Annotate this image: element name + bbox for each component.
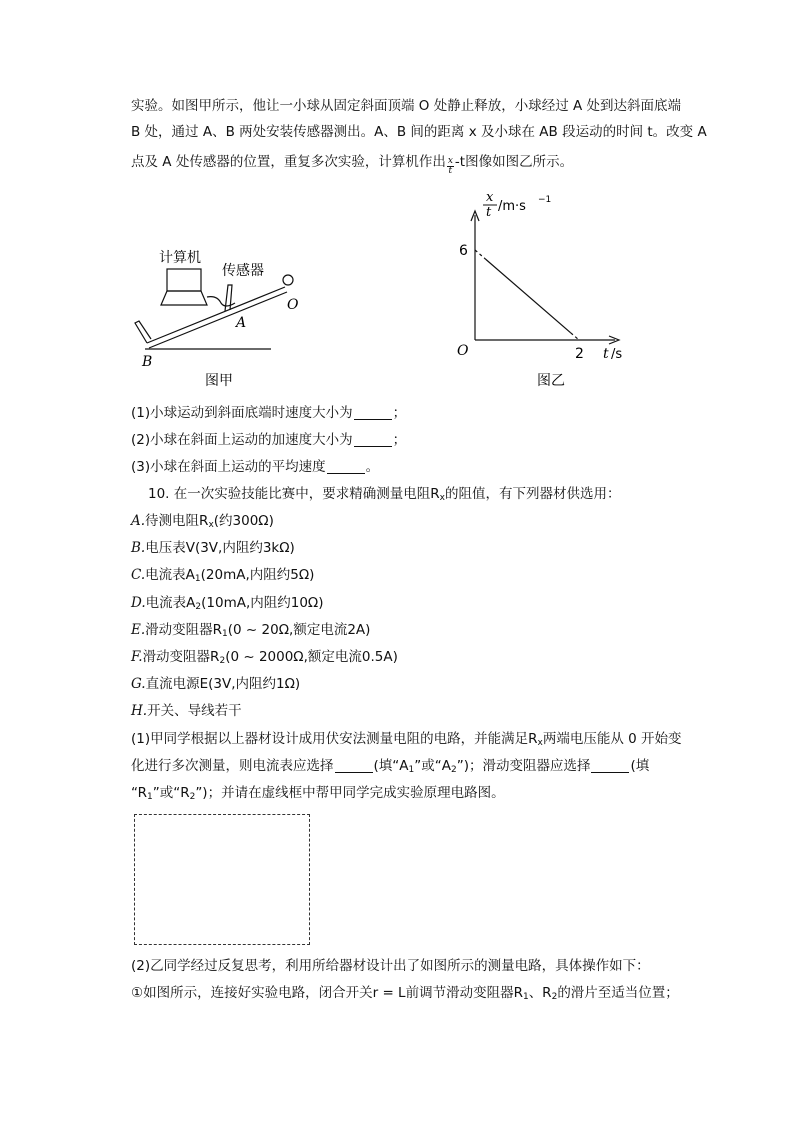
- q10-part-1-text-c-b: ”或“R: [152, 785, 190, 801]
- equipment-letter: H.: [131, 703, 148, 720]
- equipment-item: [131, 538, 295, 558]
- answer-blank[interactable]: [354, 406, 392, 420]
- caption-yi: 图乙: [537, 373, 565, 389]
- equipment-spec: (0 ~ 2000Ω,额定电流0.5A): [225, 649, 398, 665]
- q10-part-1-text-b-mid2: ”或“A: [414, 758, 451, 774]
- q10-step-1-text-c: 的滑片至适当位置；: [557, 985, 679, 1001]
- intro-line-1: 实验。如图甲所示，他让一小球从固定斜面顶端 O 处静止释放，小球经过 A 处到达斜面底端: [131, 98, 682, 114]
- equipment-item: [131, 511, 274, 535]
- x-axis-label: t: [603, 346, 609, 362]
- fraction-numerator: x: [447, 156, 453, 166]
- equipment-subscript: 1: [222, 628, 228, 639]
- equipment-text: 滑动变阻器R: [142, 649, 220, 665]
- q9-part-3: [131, 457, 379, 477]
- q9-part-1: [131, 403, 406, 423]
- equipment-text: 直流电源E(3V,内阻约1Ω): [145, 676, 301, 693]
- y-tick-label: 6: [459, 243, 468, 259]
- q9-part-3-end: 。: [365, 459, 380, 475]
- data-line-dashed-end: [571, 333, 579, 340]
- equipment-text: 电压表V(3V,内阻约3kΩ): [145, 540, 295, 557]
- figure-jia: [125, 235, 315, 395]
- equipment-text: 电流表A: [145, 594, 196, 611]
- fraction-denominator: t: [448, 166, 453, 176]
- data-line: [485, 259, 570, 333]
- q10-step-1-text-b: 、R: [528, 985, 552, 1001]
- equipment-text: 开关、导线若干: [147, 703, 242, 720]
- equipment-spec: (约300Ω): [213, 513, 274, 529]
- y-axis-unit-exponent: −1: [538, 195, 552, 205]
- equipment-letter: D.: [131, 594, 146, 611]
- figure-yi: [445, 185, 645, 395]
- q10-stem-text: 10. 在一次实验技能比赛中，要求精确测量电阻R: [148, 486, 440, 502]
- q9-part-3-text: (3)小球在斜面上运动的平均速度: [131, 459, 326, 475]
- q10-stem: [148, 484, 620, 508]
- q10-part-1-text-a: (1)甲同学根据以上器材设计成用伏安法测量电阻的电路，并能满足R: [131, 731, 538, 747]
- q9-part-1-text: (1)小球运动到斜面底端时速度大小为: [131, 405, 353, 421]
- q10-part-1-line-3: [131, 783, 505, 807]
- y-axis-numerator: x: [486, 190, 494, 205]
- ball-icon: [283, 275, 293, 285]
- circuit-drawing-box[interactable]: [134, 814, 310, 945]
- equipment-letter: G.: [131, 676, 146, 693]
- q9-part-2-text: (2)小球在斜面上运动的加速度大小为: [131, 432, 353, 448]
- intro-line-3-pre: 点及 A 处传感器的位置，重复多次实验，计算机作出: [131, 154, 446, 170]
- q9-part-2: [131, 430, 406, 450]
- equipment-item: [131, 647, 398, 671]
- q9-part-1-end: ；: [392, 405, 407, 421]
- q10-part-1-sub-4: 2: [189, 792, 196, 802]
- equipment-item: [131, 701, 242, 721]
- sensor-a-icon: [225, 285, 232, 311]
- equipment-item: [131, 593, 324, 617]
- q10-part-1-sub: x: [537, 738, 543, 748]
- q10-part-1-text-b-mid: (填“A: [373, 758, 409, 774]
- equipment-item: [131, 620, 370, 644]
- q10-part-1-text-b: 化进行多次测量，则电流表应选择: [131, 758, 334, 774]
- q10-step-1-sub-2: 2: [551, 992, 558, 1002]
- q10-part-1-sub-3: 1: [146, 792, 153, 802]
- equipment-text: 滑动变阻器R: [145, 621, 223, 638]
- q10-part-1-text-c-c: ”)；并请在虚线框中帮甲同学完成实验原理电路图。: [195, 785, 505, 801]
- equipment-subscript: 1: [194, 574, 201, 585]
- q10-part-1-text-b-mid3: ”)；滑动变阻器应选择: [456, 758, 591, 774]
- equipment-item: [131, 565, 314, 589]
- answer-blank[interactable]: [354, 433, 392, 447]
- point-b-label: B: [142, 354, 153, 370]
- x-tick-label: 2: [575, 346, 584, 362]
- point-a-label: A: [236, 315, 247, 331]
- q10-part-2: (2)乙同学经过反复思考，利用所给器材设计出了如图所示的测量电路，具体操作如下：: [131, 958, 650, 974]
- q10-stem-subscript: x: [439, 493, 445, 503]
- y-axis-denominator: t: [486, 205, 492, 220]
- q10-step-1-text-a: ①如图所示，连接好实验电路，闭合开关r = L前调节滑动变阻器R: [131, 985, 523, 1001]
- answer-blank[interactable]: [335, 759, 373, 773]
- equipment-text: 待测电阻R: [145, 513, 209, 529]
- intro-line-2: B 处，通过 A、B 两处安装传感器测出。A、B 间的距离 x 及小球在 AB 段运动的时间 t。改变 A: [131, 124, 707, 140]
- intro-line-3: [131, 152, 573, 176]
- origin-label: O: [457, 343, 469, 359]
- q10-part-1-sub-1: 1: [408, 765, 415, 775]
- point-o-label: O: [287, 297, 299, 313]
- equipment-subscript: 2: [219, 656, 226, 666]
- q10-part-1-text-c-a: “R: [131, 785, 147, 801]
- equipment-spec: (0 ~ 20Ω,额定电流2A): [227, 621, 371, 638]
- equipment-letter: A.: [131, 513, 146, 529]
- q9-part-2-end: ；: [392, 432, 407, 448]
- equipment-subscript: 2: [195, 601, 202, 612]
- q10-part-1-line-2: [131, 756, 649, 780]
- computer-label: 计算机: [159, 250, 201, 266]
- q10-part-2-step-1: [131, 983, 679, 1007]
- intro-line-3-post: -t图像如图乙所示。: [454, 154, 574, 170]
- q10-step-1-sub-1: 1: [522, 992, 529, 1002]
- q10-part-1-sub-2: 2: [450, 765, 457, 775]
- caption-jia: 图甲: [205, 373, 233, 389]
- q10-part-1-text-a-end: 两端电压能从 0 开始变: [542, 731, 682, 747]
- equipment-item: [131, 674, 300, 694]
- x-over-t-fraction: [447, 157, 454, 176]
- y-axis-unit: /m·s: [498, 199, 526, 214]
- equipment-spec: (20mA,内阻约5Ω): [200, 567, 315, 584]
- data-line-dashed-start: [475, 250, 485, 259]
- q10-part-1-line-1: [131, 729, 682, 753]
- equipment-letter: F.: [131, 649, 143, 665]
- equipment-text: 电流表A: [145, 567, 195, 584]
- equipment-letter: E.: [131, 621, 146, 638]
- answer-blank[interactable]: [327, 460, 365, 474]
- answer-blank[interactable]: [591, 759, 629, 773]
- x-axis-unit: /s: [611, 347, 623, 362]
- equipment-letter: B.: [131, 540, 146, 557]
- sensor-label: 传感器: [222, 263, 264, 279]
- q10-stem-end: 的阻值，有下列器材供选用：: [444, 486, 621, 502]
- equipment-spec: (10mA,内阻约10Ω): [201, 594, 324, 611]
- equipment-subscript: x: [208, 520, 214, 530]
- equipment-letter: C.: [131, 567, 146, 584]
- q10-part-1-text-b-end: (填: [630, 758, 650, 774]
